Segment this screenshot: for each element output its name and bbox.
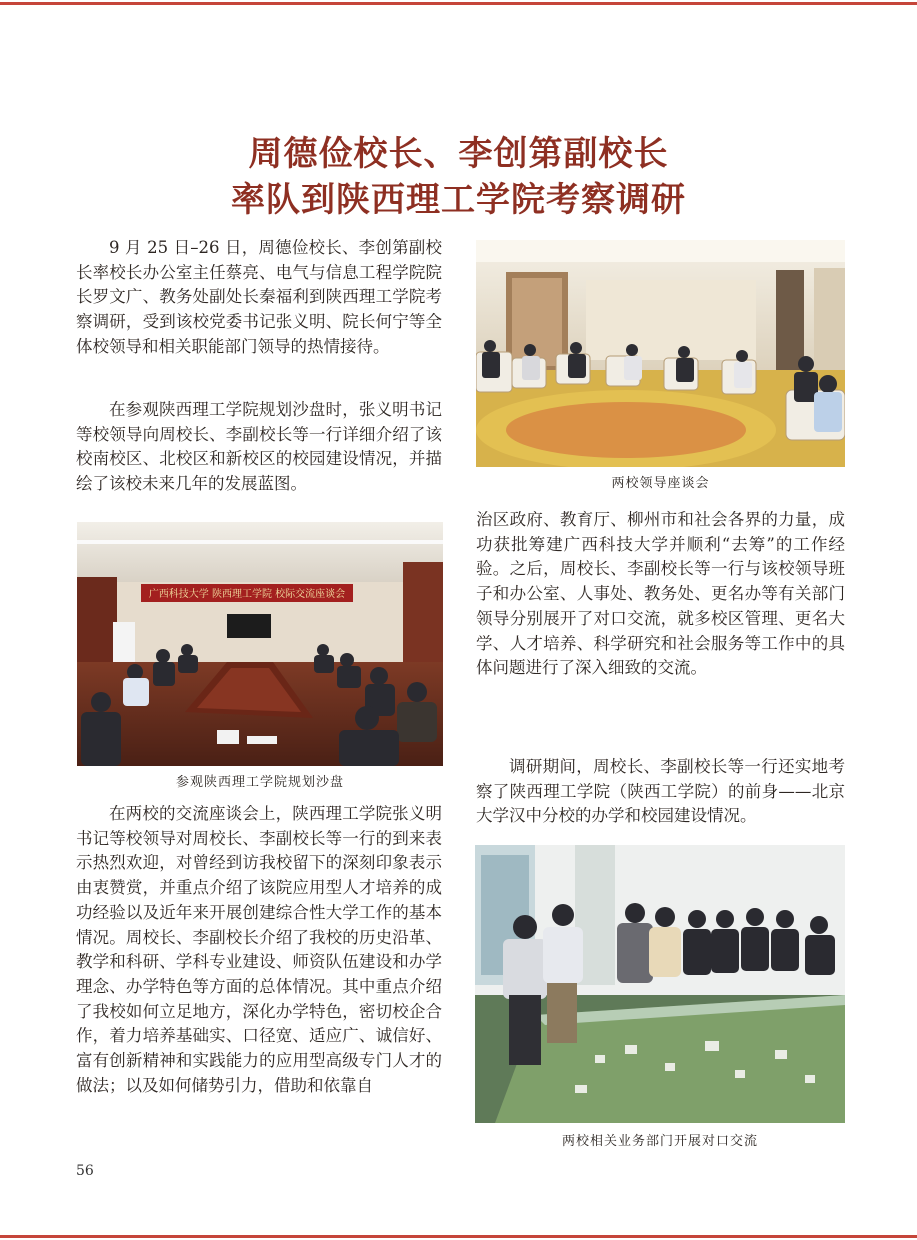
bottom-rule: [0, 1235, 917, 1238]
article-title-line-1: 周德俭校长、李创第副校长: [248, 134, 669, 174]
photo-reception-room: [476, 240, 845, 467]
top-rule: [0, 2, 917, 5]
caption-sand-table: 两校相关业务部门开展对口交流: [561, 1134, 758, 1149]
caption-reception-room: 两校领导座谈会: [611, 476, 710, 491]
article-title-line-2: 率队到陕西理工学院考察调研: [231, 180, 686, 220]
caption-meeting-room: 参观陕西理工学院规划沙盘: [175, 775, 344, 790]
paragraph-continued: 治区政府、教育厅、柳州市和社会各界的力量，成功获批筹建广西科技大学并顺利“去筹”的工作经验。之后，周校长、李副校长等一行与该校领导班子和办公室、人事处、教务处、更名办等有关部门领导分别展开了对口交流，就多校区管理、更名大学、人才培养、科学研究和社会服务等工作中的具体问题进行了深入细致的交流。: [476, 510, 845, 678]
paragraph-sand-table-visit: 在参观陕西理工学院规划沙盘时，张义明书记等校领导向周校长、李副校长等一行详细介绍了该校南校区、北校区和新校区的校园建设情况，并描绘了该校未来几年的发展蓝图。: [76, 400, 442, 494]
photo-sand-table: [475, 845, 845, 1123]
paragraph-intro: 9 月 25 日–26 日，周德俭校长、李创第副校长率校长办公室主任蔡亮、电气与信息工程学院院长罗文广、教务处副处长秦福利到陕西理工学院考察调研，受到该校党委书记张义明、院长何宁等全体校领导和相关职能部门领导的热情接待。: [76, 238, 442, 356]
paragraph-exchange-meeting: 在两校的交流座谈会上，陕西理工学院张义明书记等校领导对周校长、李副校长等一行的到来表示热烈欢迎，对曾经到访我校留下的深刻印象表示由衷赞赏，并重点介绍了该院应用型人才培养的成功经验以及近年来开展创建综合性大学工作的基本情况。周校长、李副校长介绍了我校的历史沿革、教学和科研、学科专业建设、师资队伍建设和办学理念、办学特色等方面的总体情况。其中重点介绍了我校如何立足地方，深化办学特色，密切校企合作，着力培养基础实、口径宽、适应广、诚信好、富有创新精神和实践能力的应用型高级专门人才的做法；以及如何储势引力，借助和依靠自: [76, 804, 442, 1095]
banner-text: 广西科技大学 陕西理工学院 校际交流座谈会: [148, 589, 346, 600]
page-number: 56: [76, 1163, 94, 1179]
paragraph-site-visit: 调研期间，周校长、李副校长等一行还实地考察了陕西理工学院（陕西工学院）的前身——北京大学汉中分校的办学和校园建设情况。: [476, 757, 845, 826]
photo-meeting-room: [77, 522, 443, 766]
